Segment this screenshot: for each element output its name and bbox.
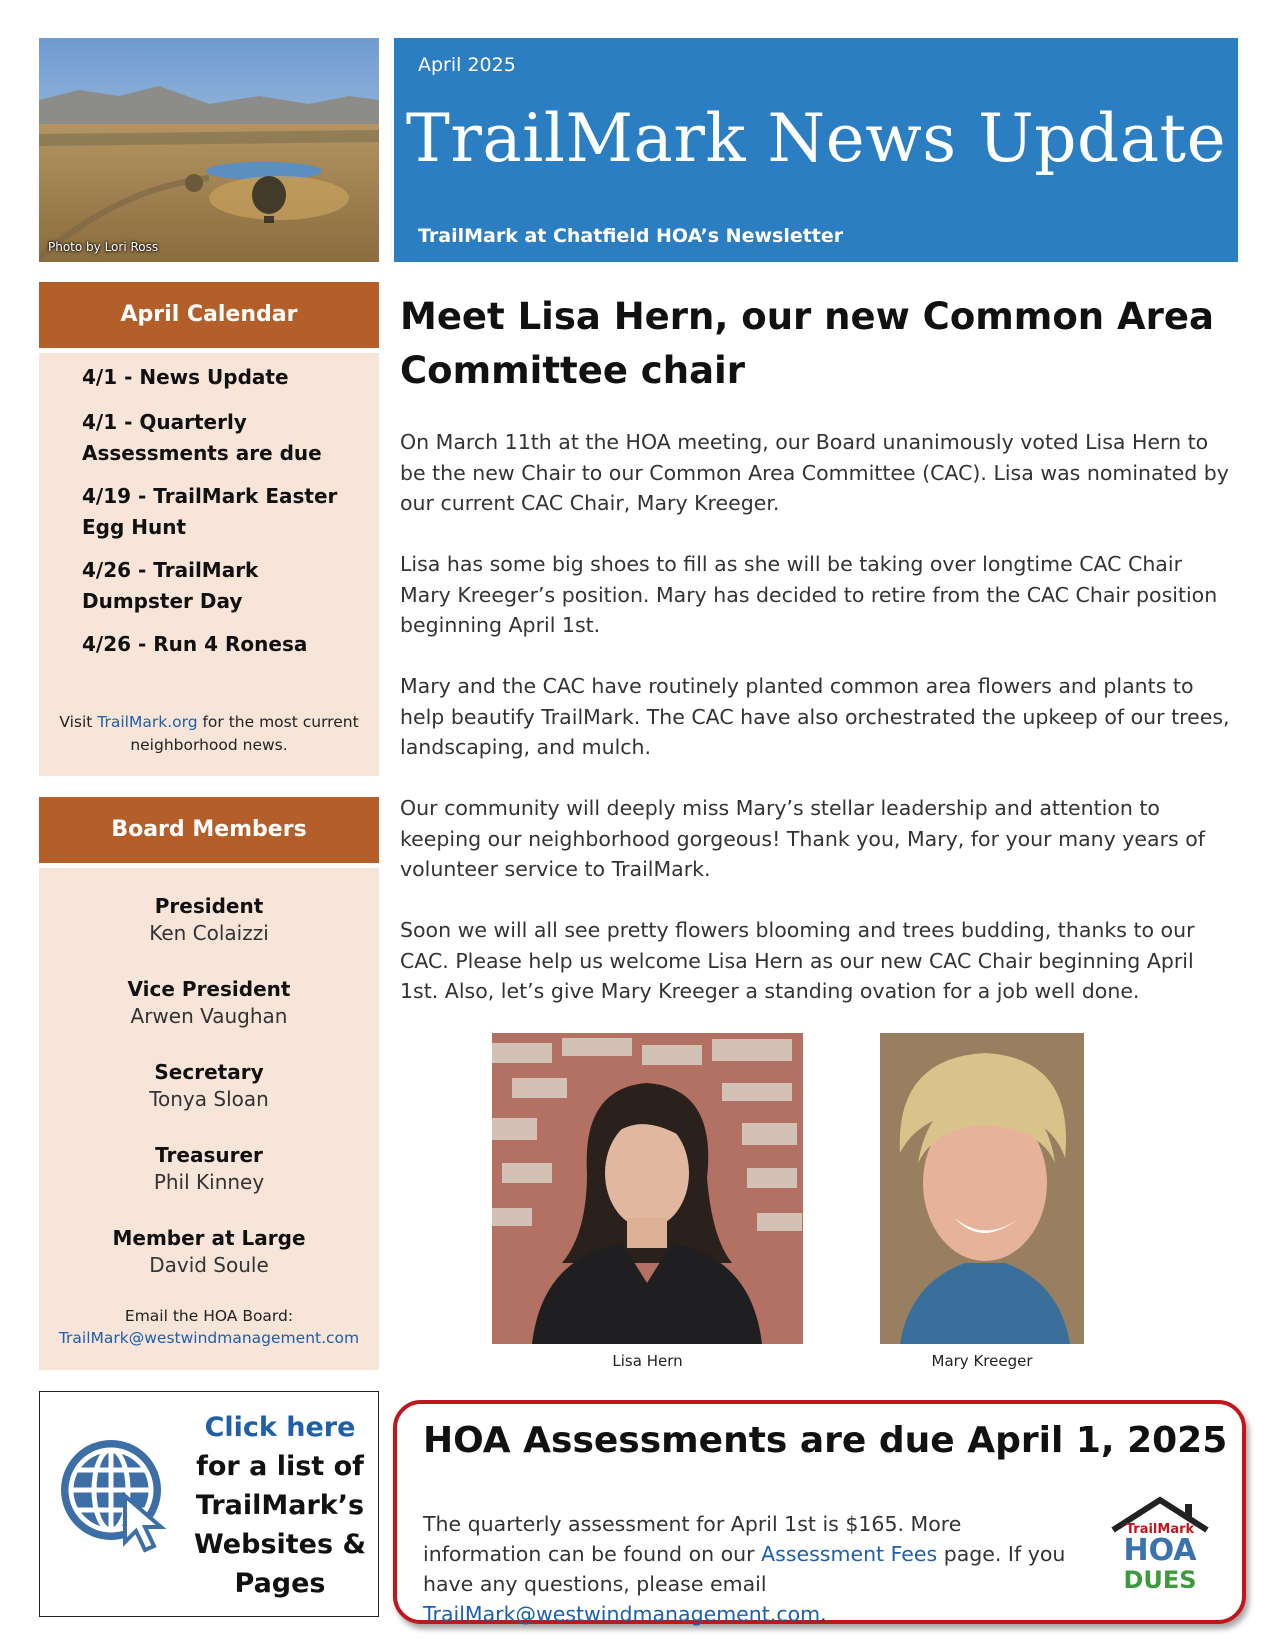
logo-brand-text: TrailMark xyxy=(1125,1522,1195,1537)
board-email-note xyxy=(39,1305,379,1349)
assessment-fees-link[interactable]: Assessment Fees xyxy=(761,1542,938,1566)
article-paragraph: Mary and the CAC have routinely planted common area flowers and plants to help beautify TrailMark. The CAC have also orchestrated the upkeep of our trees, landscaping, and mulch. xyxy=(400,674,1230,759)
mary-kreeger-photo xyxy=(880,1033,1084,1344)
board-role: Treasurer xyxy=(155,1143,263,1167)
article-title: Meet Lisa Hern, our new Common Area Committee chair xyxy=(400,295,1214,392)
newsletter-subtitle: TrailMark at Chatfield HOA’s Newsletter xyxy=(418,225,844,247)
board-role: Member at Large xyxy=(112,1226,306,1250)
calendar-item: 4/26 - Run 4 Ronesa xyxy=(82,632,308,656)
links-line: Pages xyxy=(234,1568,326,1599)
assessments-text-part: . xyxy=(820,1602,827,1626)
board-panel xyxy=(39,868,379,1370)
board-role: Secretary xyxy=(154,1060,264,1084)
assessments-text-part: The quarterly assessment for April 1st is $165. More information can be found on our xyxy=(423,1512,962,1566)
logo-hoa-text: HOA xyxy=(1123,1533,1197,1568)
logo-dues-text: DUES xyxy=(1123,1566,1197,1594)
assessments-callout xyxy=(393,1400,1246,1624)
board-heading: Board Members xyxy=(39,797,379,863)
trailmark-org-link[interactable]: TrailMark.org xyxy=(97,713,198,731)
board-member xyxy=(39,1225,379,1279)
links-line: Websites & xyxy=(193,1529,367,1560)
board-role: Vice President xyxy=(127,977,291,1001)
websites-link-box[interactable] xyxy=(39,1391,379,1617)
calendar-heading: April Calendar xyxy=(39,282,379,348)
article-paragraph: Soon we will all see pretty flowers blooming and trees budding, thanks to our CAC. Please help us welcome Lisa Hern as our new CAC Chair beginning April 1st. Also, let’s give Mary Kreeger a standing ovation for a job well done. xyxy=(400,918,1195,1003)
hoa-dues-logo xyxy=(1105,1496,1215,1596)
visit-suffix: for the most current neighborhood news. xyxy=(130,713,359,754)
article-paragraph: Our community will deeply miss Mary’s stellar leadership and attention to keeping our neighborhood gorgeous! Thank you, Mary, for your many years of volunteer service to TrailMark. xyxy=(400,796,1205,881)
calendar-visit-note xyxy=(39,711,379,757)
links-line: TrailMark’s xyxy=(195,1490,365,1521)
calendar-item: 4/1 - News Update xyxy=(82,365,289,389)
board-name: Tonya Sloan xyxy=(149,1087,269,1111)
newsletter-banner xyxy=(394,38,1238,262)
assessments-email-link[interactable]: TrailMark@westwindmanagement.com xyxy=(423,1602,821,1626)
issue-date: April 2025 xyxy=(418,54,516,76)
article-paragraph: On March 11th at the HOA meeting, our Board unanimously voted Lisa Hern to be the new Chair to our Common Area Committee (CAC). Lisa was nominated by our current CAC Chair, Mary Kreeger. xyxy=(400,430,1229,515)
calendar-item: 4/26 - TrailMark Dumpster Day xyxy=(82,558,259,613)
board-name: Phil Kinney xyxy=(153,1170,265,1194)
board-role: President xyxy=(154,894,264,918)
newsletter-title: TrailMark News Update xyxy=(405,100,1227,177)
click-here-link[interactable]: Click here xyxy=(204,1412,356,1443)
board-name: Ken Colaizzi xyxy=(149,921,269,945)
mary-kreeger-caption: Mary Kreeger xyxy=(931,1352,1033,1370)
lisa-hern-caption: Lisa Hern xyxy=(612,1352,683,1370)
calendar-item: 4/1 - Quarterly Assessments are due xyxy=(82,410,322,465)
board-email-label: Email the HOA Board: xyxy=(124,1307,294,1325)
article-paragraph: Lisa has some big shoes to fill as she will be taking over longtime CAC Chair Mary Kreeger’s position. Mary has decided to retire from the CAC Chair position beginning April 1st. xyxy=(400,552,1218,637)
websites-link-text[interactable] xyxy=(190,1408,370,1603)
board-member xyxy=(39,893,379,947)
assessments-text xyxy=(423,1509,1083,1629)
calendar-item: 4/19 - TrailMark Easter Egg Hunt xyxy=(82,484,338,539)
board-member xyxy=(39,976,379,1030)
assessments-title: HOA Assessments are due April 1, 2025 xyxy=(423,1420,1228,1461)
links-line: for a list of xyxy=(196,1451,364,1482)
board-email-link[interactable]: TrailMark@westwindmanagement.com xyxy=(58,1329,360,1347)
header-landscape-photo xyxy=(39,38,379,262)
assessments-text-part: page. If you have any questions, please email xyxy=(423,1542,1066,1596)
board-member xyxy=(39,1142,379,1196)
globe-cursor-icon xyxy=(55,1434,175,1554)
photo-credit: Photo by Lori Ross xyxy=(48,240,159,254)
calendar-panel xyxy=(39,353,379,776)
board-member xyxy=(39,1059,379,1113)
board-name: David Soule xyxy=(149,1253,269,1277)
lisa-hern-photo xyxy=(492,1033,803,1344)
board-name: Arwen Vaughan xyxy=(130,1004,288,1028)
visit-prefix: Visit xyxy=(59,713,98,731)
